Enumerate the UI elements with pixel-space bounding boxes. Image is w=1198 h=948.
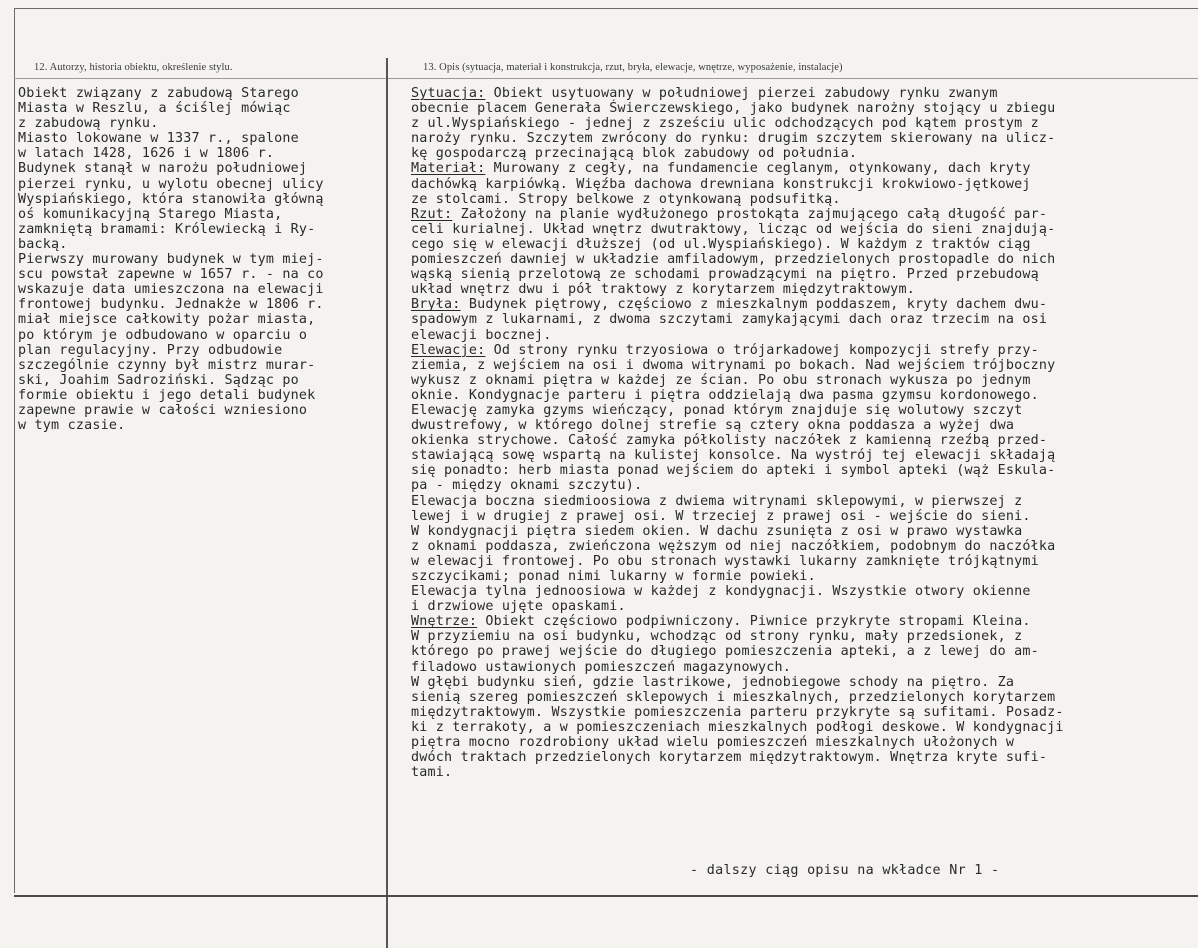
description-text: W głębi budynku sień, gdzie lastrikowe, jednobiegowe schody na piętro. Za bbox=[411, 674, 1015, 690]
description-text-line bbox=[411, 750, 1064, 765]
description-text-line bbox=[411, 177, 1064, 192]
continuation-note: - dalszy ciąg opisu na wkładce Nr 1 - bbox=[690, 863, 1000, 878]
description-text: ki z terrakoty, a w pomieszczeniach mieszkalnych podłogi deskowe. W kondygnacji bbox=[411, 719, 1064, 735]
description-text: Obiekt częściowo podpiwniczony. Piwnice przykryte stropami Kleina. bbox=[477, 614, 1031, 630]
left-column-heading: 12. Autorzy, historia obiektu, określenie stylu. bbox=[34, 62, 233, 73]
description-text-line bbox=[411, 463, 1064, 478]
description-text-line bbox=[411, 403, 1064, 418]
description-text: obecnie placem Generała Świerczewskiego, jako budynek narożny stojący u zbiegu bbox=[411, 101, 1056, 117]
history-text-line: formie obiektu i jego detali budynek bbox=[18, 387, 316, 403]
description-text: filadowo ustawionych pomieszczeń magazynowych. bbox=[411, 659, 792, 675]
section-label: Sytuacja: bbox=[411, 86, 486, 101]
description-text: oknie. Kondygnacje parteru i piętra oddzielają dwa pasma gzymsu kordonowego. bbox=[411, 387, 1039, 403]
section-label: Elewacje: bbox=[411, 342, 486, 358]
description-text: spadowym z lukarnami, z dwoma szczytami zamykającymi dach oraz trzecim na osi bbox=[411, 312, 1048, 328]
description-text: szczycikami; ponad nimi lukarny w formie powieki. bbox=[411, 569, 816, 584]
description-text-line bbox=[411, 599, 1064, 614]
page-border-left bbox=[14, 8, 15, 893]
description-text-line bbox=[411, 478, 1064, 493]
description-text-line bbox=[411, 101, 1064, 116]
history-text-line: plan regulacyjny. Przy odbudowie bbox=[18, 342, 283, 358]
description-text-line bbox=[411, 735, 1064, 750]
header-rule bbox=[14, 78, 1198, 79]
history-text-line: miał miejsce całkowity pożar miasta, bbox=[18, 312, 316, 328]
section-label: Wnętrze: bbox=[411, 614, 478, 630]
description-text-line bbox=[411, 252, 1064, 267]
description-text-line bbox=[411, 569, 1064, 584]
description-text: lewej i w drugiej z prawej osi. W trzeciej z prawej osi - wejście do sieni. bbox=[411, 508, 1031, 524]
description-text-line bbox=[411, 297, 1064, 312]
description-text-line bbox=[411, 116, 1064, 131]
description-text: z ul.Wyspiańskiego - jednej z zsześciu ulic odchodzących pod kątem prostym z bbox=[411, 116, 1039, 132]
page-border-top bbox=[14, 8, 1198, 9]
description-text-line bbox=[411, 131, 1064, 146]
description-text-line bbox=[411, 539, 1064, 554]
history-text-line: Miasto lokowane w 1337 r., spalone bbox=[18, 131, 299, 147]
section-label: Bryła: bbox=[411, 297, 461, 313]
history-text-line: scu powstał zapewne w 1657 r. - na co bbox=[18, 267, 324, 283]
description-text-line bbox=[411, 765, 1064, 780]
history-text-line: zamkniętą bramami: Królewiecką i Ry- bbox=[18, 221, 316, 237]
description-text-line bbox=[411, 448, 1064, 463]
description-text: wykusz z oknami piętra w każdej ze ścian. Po obu stronach wykusza po jednym bbox=[411, 372, 1031, 388]
section-label: Materiał: bbox=[411, 161, 486, 177]
description-text: międzytraktowym. Wszystkie pomieszczenia parteru przykryte są sufitami. Posadz- bbox=[411, 704, 1064, 720]
description-text-line bbox=[411, 494, 1064, 509]
description-text-line bbox=[411, 192, 1064, 207]
description-text-line bbox=[411, 705, 1064, 720]
description-text: Budynek piętrowy, częściowo z mieszkalnym poddaszem, kryty dachem dwu- bbox=[460, 297, 1048, 313]
description-text: Murowany z cegły, na fundamencie ceglanym, otynkowany, dach kryty bbox=[485, 161, 1031, 177]
description-text: Elewacja boczna siedmioosiowa z dwiema witrynami sklepowymi, w pierwszej z bbox=[411, 493, 1023, 509]
description-text: kę gospodarczą przecinającą blok zabudowy od południa. bbox=[411, 146, 858, 162]
history-text-line: frontowej budynku. Jednakże w 1806 r. bbox=[18, 297, 324, 313]
description-text: pomieszczeń dawniej w układzie amfiladowym, przedzielonych prostopadle do nich bbox=[411, 252, 1056, 268]
history-text-line: po którym je odbudowano w oparciu o bbox=[18, 327, 308, 343]
description-text: i drzwiowe ujęte opaskami. bbox=[411, 599, 626, 615]
description-text: stawiającą sowę wspartą na kulistej konsolce. Na wystrój tej elewacji składają bbox=[411, 448, 1056, 464]
history-text-line: pierzei rynku, u wylotu obecnej ulicy bbox=[18, 176, 324, 192]
description-text: Założony na planie wydłużonego prostokąta zajmującego całą długość par- bbox=[452, 206, 1048, 222]
description-text: dwustrefowy, w którego dolnej strefie są cztery okna poddasza a wyżej dwa bbox=[411, 418, 1015, 434]
description-text: celi kurialnej. Układ wnętrz dwutraktowy, licząc od wejścia do sieni znajdują- bbox=[411, 221, 1056, 237]
description-text-line bbox=[411, 660, 1064, 675]
description-text-line bbox=[411, 328, 1064, 343]
description-text: w elewacji frontowej. Po obu stronach wystawki lukarny zamknięte trójkątnymi bbox=[411, 553, 1039, 569]
description-text-line bbox=[411, 312, 1064, 327]
description-text: Od strony rynku trzyosiowa o trójarkadowej kompozycji strefy przy- bbox=[485, 342, 1039, 358]
history-text-line: backą. bbox=[18, 236, 68, 252]
description-text-line bbox=[411, 418, 1064, 433]
description-text-line bbox=[411, 358, 1064, 373]
description-text: dachówką karpiówką. Więźba dachowa drewniana konstrukcji krokwiowo-jętkowej bbox=[411, 176, 1031, 192]
description-text-line bbox=[411, 614, 1064, 629]
description-text: sienią szereg pomieszczeń sklepowych i mieszkalnych, przedzielonych korytarzem bbox=[411, 689, 1056, 705]
description-text: naroży rynku. Szczytem zwrócony do rynku: drugim szczytem skierowany na ulicz- bbox=[411, 131, 1056, 147]
description-text-line bbox=[411, 675, 1064, 690]
column-divider bbox=[386, 58, 388, 948]
description-text: którego po prawej wejście do długiego pomieszczenia apteki, a z lewej do am- bbox=[411, 644, 1039, 660]
description-text-line bbox=[411, 629, 1064, 644]
description-text-line bbox=[411, 282, 1064, 297]
description-text: Elewacja tylna jednoosiowa w każdej z kondygnacji. Wszystkie otwory okienne bbox=[411, 584, 1031, 600]
description-text: ziemia, z wejściem na osi i dwoma witrynami po bokach. Nad wejściem trójboczny bbox=[411, 357, 1056, 373]
description-text: wąską sienią przelotową ze schodami prowadzącymi na piętro. Przed przebudową bbox=[411, 267, 1039, 283]
description-text-line bbox=[411, 433, 1064, 448]
description-text: okienka strychowe. Całość zamyka półkolisty naczółek z kamienną rzeźbą przed- bbox=[411, 433, 1048, 449]
history-text-line: w latach 1428, 1626 i w 1806 r. bbox=[18, 146, 275, 162]
description-text-line bbox=[411, 554, 1064, 569]
description-text-line bbox=[411, 388, 1064, 403]
history-text-line: oś komunikacyjną Starego Miasta, bbox=[18, 206, 283, 222]
description-text-line bbox=[411, 222, 1064, 237]
description-text-line bbox=[411, 720, 1064, 735]
description-text: piętra mocno rozdrobiony układ wielu pomieszczeń mieszkalnych ułożonych w bbox=[411, 735, 1015, 751]
history-text-line: Pierwszy murowany budynek w tym miej- bbox=[18, 252, 324, 268]
history-text-line: ski, Joahim Sadroziński. Sądząc po bbox=[18, 372, 299, 388]
description-text-line bbox=[411, 373, 1064, 388]
description-text: układ wnętrz dwu i pół traktowy z korytarzem międzytraktowym. bbox=[411, 282, 915, 298]
history-text-line: zapewne prawie w całości wzniesiono bbox=[18, 402, 308, 418]
description-text: W kondygnacji piętra siedem okien. W dachu zsunięta z osi w prawo wystawka bbox=[411, 523, 1023, 539]
description-text: z oknami poddasza, zwieńczona węższym od niej naczółkiem, podobnym do naczółka bbox=[411, 538, 1056, 554]
description-text-line bbox=[411, 690, 1064, 705]
description-text-line bbox=[411, 86, 1064, 101]
description-text-line bbox=[411, 644, 1064, 659]
description-text: elewacji bocznej. bbox=[411, 327, 552, 343]
history-text-line: Miasta w Reszlu, a ściślej mówiąc bbox=[18, 101, 291, 117]
history-text-line: Obiekt związany z zabudową Starego bbox=[18, 86, 299, 101]
description-text-line bbox=[411, 146, 1064, 161]
description-text: cego się w elewacji dłuższej (od ul.Wyspiańskiego). W każdym z traktów ciąg bbox=[411, 236, 1031, 252]
right-column-heading: 13. Opis (sytuacja, materiał i konstrukcja, rzut, bryła, elewacje, wnętrze, wyposażenie, instalacje) bbox=[423, 62, 843, 73]
description-text-line bbox=[411, 343, 1064, 358]
history-text-line: wskazuje data umieszczona na elewacji bbox=[18, 282, 324, 298]
history-text-line: szczególnie czynny był mistrz murar- bbox=[18, 357, 316, 373]
history-text-line: Budynek stanął w narożu południowej bbox=[18, 161, 308, 177]
page-border-bottom bbox=[14, 895, 1198, 897]
history-text-line: Wyspiańskiego, która stanowiła główną bbox=[18, 191, 324, 207]
description-text: się ponadto: herb miasta ponad wejściem do apteki i symbol apteki (wąż Eskula- bbox=[411, 463, 1056, 479]
description-text-line bbox=[411, 584, 1064, 599]
history-text-column bbox=[18, 86, 324, 433]
description-text-line bbox=[411, 267, 1064, 282]
description-text: pa - między oknami szczytu). bbox=[411, 478, 643, 494]
description-text-line bbox=[411, 161, 1064, 176]
description-text-line bbox=[411, 207, 1064, 222]
description-text: Elewację zamyka gzyms wieńczący, ponad którym znajduje się wolutowy szczyt bbox=[411, 402, 1023, 418]
description-text-line bbox=[411, 237, 1064, 252]
description-text: W przyziemiu na osi budynku, wchodząc od strony rynku, mały przedsionek, z bbox=[411, 629, 1023, 645]
description-text: ze stolcami. Stropy belkowe z otynkowaną podsufitką. bbox=[411, 191, 841, 207]
history-text-line: w tym czasie. bbox=[18, 418, 126, 434]
description-text: dwóch traktach przedzielonych korytarzem międzytraktowym. Wnętrza kryte sufi- bbox=[411, 750, 1048, 766]
description-text-line bbox=[411, 524, 1064, 539]
description-text: tami. bbox=[411, 765, 453, 781]
history-text-line: z zabudową rynku. bbox=[18, 116, 159, 132]
section-label: Rzut: bbox=[411, 206, 453, 222]
description-text: Obiekt usytuowany w południowej pierzei zabudowy rynku zwanym bbox=[485, 86, 998, 101]
description-text-column bbox=[411, 86, 1064, 780]
description-text-line bbox=[411, 509, 1064, 524]
